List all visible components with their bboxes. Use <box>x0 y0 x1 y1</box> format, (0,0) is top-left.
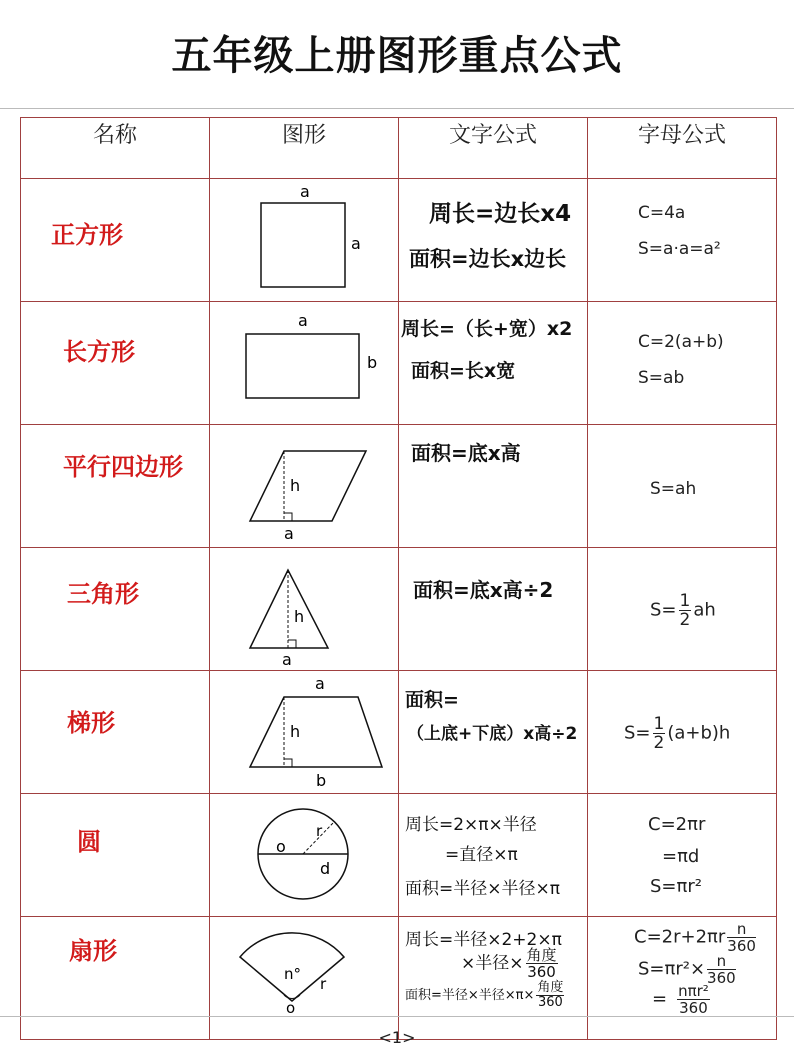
name-cell <box>21 302 210 425</box>
parallelogram-figure <box>210 425 399 547</box>
header-shape: 图形 <box>210 118 399 179</box>
word-formula-cell <box>399 671 588 794</box>
figure-cell <box>210 917 399 1040</box>
figure-cell <box>210 302 399 425</box>
table-row-parallelogram <box>21 425 777 548</box>
square-figure <box>210 179 399 301</box>
table-row-square <box>21 179 777 302</box>
circle-figure <box>210 794 399 916</box>
word-formula-cell <box>399 548 588 671</box>
letter-formula-line: C=2(a+b) <box>638 332 724 352</box>
letter-formula-line: C=4a <box>638 203 686 223</box>
word-formula-line: 周长=边长x4 <box>429 201 572 227</box>
letter-formula-cell <box>588 794 777 917</box>
figure-cell <box>210 425 399 548</box>
label-angle: n° <box>284 965 302 983</box>
label-side: b <box>367 353 378 372</box>
word-formula-line: 面积=长x宽 <box>411 360 516 382</box>
word-formula-line: 周长=（长+宽）x2 <box>401 318 573 340</box>
word-formula-cell <box>399 917 588 1040</box>
right-angle-mark <box>284 759 292 767</box>
table-row-trapezoid <box>21 671 777 794</box>
word-formula-line: 周长=半径×2+2×π <box>405 930 562 950</box>
word-formula-fraction: ×半径× $\frac{\text{角度}}{360}$ <box>461 946 557 981</box>
word-formula-line: 面积=底x高 <box>411 441 521 465</box>
label-center: o <box>286 999 296 1017</box>
word-formula-line: =直径×π <box>445 845 518 865</box>
letter-formula-cell <box>588 302 777 425</box>
title-divider <box>0 108 794 109</box>
trapezoid-shape <box>250 697 382 767</box>
letter-formula-line: S=ah <box>650 479 697 499</box>
letter-formula-fraction: S= $\frac{1}{2}$ ah <box>650 591 716 630</box>
label-height: h <box>290 722 301 741</box>
word-formula-line: 面积=半径×半径×π <box>405 879 560 899</box>
letter-formula-fraction: = $\frac{\text{nπr²}}{360}$ <box>652 982 709 1017</box>
word-formula-fraction: 面积=半径×半径×π× $\frac{\text{角度}}{360}$ <box>405 980 564 1010</box>
square-shape <box>261 203 345 287</box>
letter-formula-line: C=2πr <box>648 814 706 835</box>
word-formula-line: （上底+下底）x高÷2 <box>407 724 578 744</box>
letter-formula-fraction: C=2r+2πr $\frac{n}{360}$ <box>634 920 756 955</box>
header-word-formula: 文字公式 <box>399 118 588 179</box>
shape-name: 三角形 <box>67 580 139 608</box>
table-row-sector <box>21 917 777 1040</box>
shape-name: 圆 <box>77 828 101 856</box>
name-cell <box>21 548 210 671</box>
name-cell <box>21 917 210 1040</box>
label-base: a <box>284 524 294 543</box>
word-formula-cell <box>399 179 588 302</box>
shape-name: 扇形 <box>69 937 117 965</box>
word-formula-cell <box>399 794 588 917</box>
word-formula-cell <box>399 425 588 548</box>
label-top: a <box>315 674 325 693</box>
label-top: a <box>300 182 310 201</box>
label-side: a <box>351 234 361 253</box>
letter-formula-cell <box>588 425 777 548</box>
table-row-triangle <box>21 548 777 671</box>
word-formula-line: 面积=边长x边长 <box>409 247 567 271</box>
rectangle-figure <box>210 302 399 424</box>
name-cell <box>21 671 210 794</box>
table-row-circle <box>21 794 777 917</box>
table-row-rectangle <box>21 302 777 425</box>
page-number: <1> <box>378 1028 416 1047</box>
label-center: o <box>276 837 286 856</box>
right-angle-mark <box>284 513 292 521</box>
header-name: 名称 <box>21 118 210 179</box>
label-base: b <box>316 771 327 790</box>
label-radius: r <box>320 975 327 993</box>
header-letter-formula: 字母公式 <box>588 118 777 179</box>
word-formula-line: 周长=2×π×半径 <box>405 815 537 835</box>
letter-formula-line: =πd <box>662 846 700 867</box>
name-cell <box>21 179 210 302</box>
label-top: a <box>298 311 308 330</box>
trapezoid-figure <box>210 671 399 793</box>
name-cell <box>21 425 210 548</box>
sector-figure <box>210 917 399 1017</box>
formula-table <box>20 117 777 1040</box>
table-header-row <box>21 118 777 179</box>
letter-formula-line: S=πr² <box>650 876 702 897</box>
label-diameter: d <box>320 859 331 878</box>
label-height: h <box>290 476 301 495</box>
figure-cell <box>210 794 399 917</box>
parallelogram-shape <box>250 451 366 521</box>
letter-formula-line: S=a·a=a² <box>638 239 721 259</box>
label-height: h <box>294 607 305 626</box>
shape-name: 正方形 <box>51 221 123 249</box>
name-cell <box>21 794 210 917</box>
letter-formula-cell <box>588 917 777 1040</box>
letter-formula-fraction: S= $\frac{1}{2}$ (a+b)h <box>624 714 731 753</box>
shape-name: 梯形 <box>67 709 115 737</box>
right-angle-mark <box>288 640 296 648</box>
word-formula-line: 面积=底x高÷2 <box>413 578 554 602</box>
letter-formula-line: S=ab <box>638 368 685 388</box>
label-radius: r <box>316 822 323 840</box>
figure-cell <box>210 671 399 794</box>
footer-divider <box>0 1016 794 1017</box>
triangle-figure <box>210 548 399 670</box>
letter-formula-cell <box>588 179 777 302</box>
page-title: 五年级上册图形重点公式 <box>171 33 623 79</box>
word-formula-cell <box>399 302 588 425</box>
shape-name: 长方形 <box>63 338 135 366</box>
word-formula-line: 面积= <box>405 689 459 711</box>
rectangle-shape <box>246 334 359 398</box>
figure-cell <box>210 179 399 302</box>
shape-name: 平行四边形 <box>63 453 183 481</box>
figure-cell <box>210 548 399 671</box>
letter-formula-cell <box>588 671 777 794</box>
label-base: a <box>282 650 292 669</box>
letter-formula-fraction: S=πr²× $\frac{n}{360}$ <box>638 952 736 987</box>
triangle-shape <box>250 570 328 648</box>
letter-formula-cell <box>588 548 777 671</box>
